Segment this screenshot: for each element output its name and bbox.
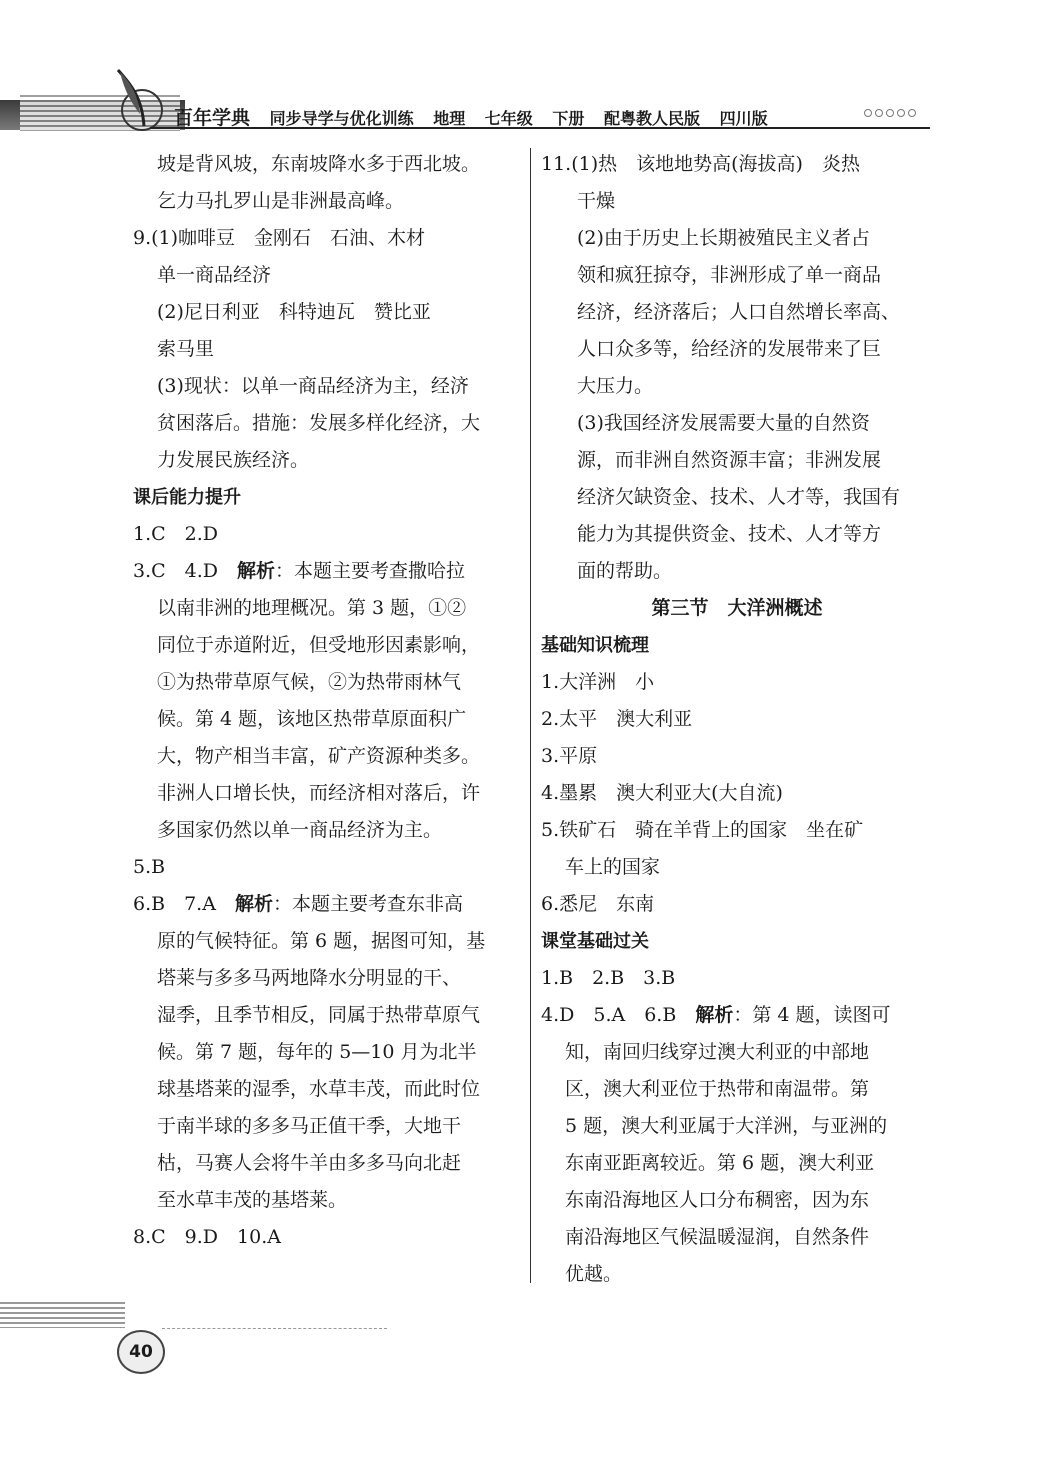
answer-line: 6.B 7.A 解析：本题主要考查东非高 [133,893,463,915]
answer-line: 大压力。 [577,375,654,397]
answer-line: 干燥 [577,190,616,212]
answer-line: 知，南回归线穿过澳大利亚的中部地 [565,1041,870,1063]
book-title: 同步导学与优化训练 [269,109,414,128]
answer-line: 经济，经济落后；人口自然增长率高、 [577,301,901,323]
answer-line: 5.铁矿石 骑在羊背上的国家 坐在矿 [541,819,864,841]
answer-line: 候。第 7 题，每年的 5—10 月为北半 [157,1041,477,1063]
answer-line: 单一商品经济 [157,264,272,286]
region: 四川版 [719,109,768,128]
answer-line: 2.太平 澳大利亚 [541,708,693,730]
answer-line: 面的帮助。 [577,560,673,582]
answer-line: (2)由于历史上长期被殖民主义者占 [577,227,870,249]
answer-line: 贫困落后。措施：发展多样化经济，大 [157,412,481,434]
answer-line: (3)我国经济发展需要大量的自然资 [577,412,870,434]
answer-line: 南沿海地区气候温暖湿润，自然条件 [565,1226,870,1248]
section-heading: 基础知识梳理 [541,635,649,656]
answer-line: 4.D 5.A 6.B 解析：第 4 题，读图可 [541,1004,891,1026]
footer-dashed-rule [162,1328,387,1329]
answer-line: 坡是背风坡，东南坡降水多于西北坡。 [157,153,481,175]
footer-stripes [0,1302,125,1328]
answer-line: 非洲人口增长快，而经济相对落后，许 [157,782,481,804]
answer-line: 1.C 2.D [133,523,219,545]
answer-line: ①为热带草原气候，②为热带雨林气 [157,671,462,693]
feather-icon [112,68,172,134]
section-heading: 课堂基础过关 [541,931,649,952]
volume: 下册 [552,109,585,128]
answer-line: 索马里 [157,338,215,360]
edition: 配粤教人民版 [603,109,700,128]
header-dots [864,109,916,117]
answer-line: 领和疯狂掠夺，非洲形成了单一商品 [577,264,882,286]
analysis-label: 解析 [237,560,276,582]
answer-line: 6.悉尼 东南 [541,893,655,915]
answer-line: 东南亚距离较近。第 6 题，澳大利亚 [565,1152,875,1174]
answer-line: 原的气候特征。第 6 题，据图可知，基 [157,930,486,952]
answer-line: 1.B 2.B 3.B [541,967,676,989]
answer-line: 东南沿海地区人口分布稠密，因为东 [565,1189,870,1211]
answer-line: 候。第 4 题，该地区热带草原面积广 [157,708,467,730]
answer-line: 多国家仍然以单一商品经济为主。 [157,819,443,841]
answer-line: 球基塔莱的湿季，水草丰茂，而此时位 [157,1078,481,1100]
answer-line: 经济欠缺资金、技术、人才等，我国有 [577,486,901,508]
chapter-section-title: 第三节 大洋洲概述 [651,597,823,619]
answer-line: (2)尼日利亚 科特迪瓦 赞比亚 [157,301,431,323]
answer-line: 5 题，澳大利亚属于大洋洲，与亚洲的 [565,1115,888,1137]
section-heading: 课后能力提升 [133,487,241,508]
grade: 七年级 [484,109,533,128]
answer-line: 大，物产相当丰富，矿产资源种类多。 [157,745,481,767]
answer-line: 4.墨累 澳大利亚大(大自流) [541,782,783,804]
right-column [541,146,933,1293]
answer-line: 同位于赤道附近，但受地形因素影响， [157,634,481,656]
answer-line: 源，而非洲自然资源丰富；非洲发展 [577,449,882,471]
answer-line: 车上的国家 [565,856,661,878]
analysis-label: 解析 [234,893,273,915]
answer-line: 1.大洋洲 小 [541,671,655,693]
answer-line: 8.C 9.D 10.A [133,1226,281,1248]
analysis-label: 解析 [695,1004,734,1026]
answer-line: 3.C 4.D 解析：本题主要考查撒哈拉 [133,560,466,582]
left-column [133,146,525,1256]
answer-line: 乞力马扎罗山是非洲最高峰。 [157,190,405,212]
answer-line: (3)现状：以单一商品经济为主，经济 [157,375,469,397]
answer-line: 于南半球的多多马正值干季，大地干 [157,1115,462,1137]
answer-line: 至水草丰茂的基塔莱。 [157,1189,348,1211]
answer-line: 优越。 [565,1263,623,1285]
running-header [174,103,782,130]
answer-line: 区，澳大利亚位于热带和南温带。第 [565,1078,870,1100]
answer-line: 人口众多等，给经济的发展带来了巨 [577,338,882,360]
answer-line: 力发展民族经济。 [157,449,310,471]
answer-line: 5.B [133,856,166,878]
answer-line: 3.平原 [541,745,598,767]
answer-line: 9.(1)咖啡豆 金刚石 石油、木材 [133,227,426,249]
answer-line: 塔莱与多多马两地降水分明显的干、 [157,967,462,989]
answer-line: 湿季，且季节相反，同属于热带草原气 [157,1004,481,1026]
page-number: 40 [117,1330,165,1374]
answer-line: 11.(1)热 该地地势高(海拔高) 炎热 [541,153,860,175]
brand-title: 百年学典 [174,107,251,129]
column-divider [530,148,531,1283]
subject: 地理 [433,109,466,128]
answer-line: 枯，马赛人会将牛羊由多多马向北赶 [157,1152,462,1174]
answer-line: 能力为其提供资金、技术、人才等方 [577,523,882,545]
answer-line: 以南非洲的地理概况。第 3 题，①② [157,597,467,619]
